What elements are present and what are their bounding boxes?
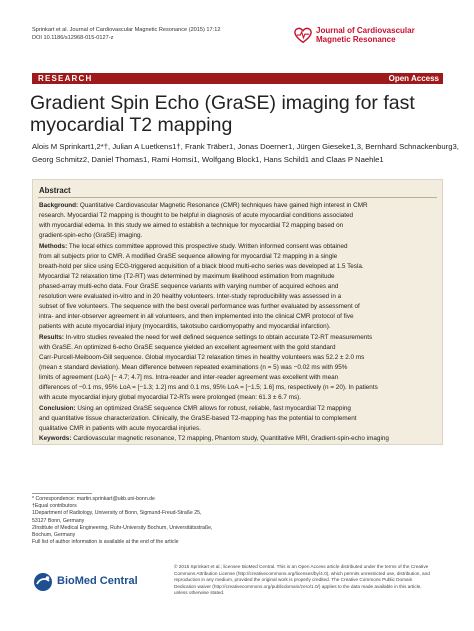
abstract-box — [32, 179, 443, 445]
journal-logo — [294, 25, 444, 49]
background-label: Background: — [39, 202, 79, 209]
license-line: unless otherwise stated. — [174, 590, 225, 596]
article-title — [30, 92, 444, 136]
results-line: In-vitro studies revealed the need for well defined sequence settings to obtain accurate T2-RT measurements — [65, 334, 373, 341]
license-text — [174, 564, 430, 597]
methods-line: Myocardial T2 relaxation time (T2-RT) was determined by maximum likelihood estimation from magnitude — [39, 273, 335, 281]
abstract-background — [39, 201, 368, 241]
footnotes — [32, 496, 212, 546]
journal-name-line2: Magnetic Resonance — [316, 35, 396, 44]
journal-name-line1: Journal of Cardiovascular — [316, 26, 415, 35]
results-line: differences of −0.1 ms, 95% LoA = [−1.3; 1.2] ms and 0.1 ms, 95% LoA = [−1.5; 1.6] ms, respectively (n = 20). In patients — [39, 384, 378, 392]
license-line: © 2015 Sprinkart et al.; licensee BioMed Central. This is an Open Access article distributed under the terms of the Creative — [174, 564, 429, 569]
results-line: with GraSE. An optimized 6-echo GraSE sequence yielded an excellent agreement with the gold standard — [39, 344, 336, 352]
results-line: with acute myocardial injury global myocardial T2-RTs were prolonged (mean: 61.3 ± 6.7 ms). — [39, 394, 302, 402]
publisher-logo — [33, 570, 143, 594]
results-line: limits of agreement (LoA) [− 4.7; 4.7] ms. Intra-reader and inter-reader agreement was excellent with mean — [39, 374, 339, 382]
keywords-line: Cardiovascular magnetic resonance, T2 mapping, Phantom study, Quantitative MRI, Gradient-spin-echo imaging — [73, 435, 389, 442]
conclusion-line: qualitative CMR in patients with acute myocardial injuries. — [39, 425, 201, 433]
abstract-heading: Abstract — [39, 186, 71, 195]
journal-name — [316, 26, 415, 44]
results-label: Results: — [39, 334, 65, 341]
methods-line: subset of five volunteers. The sequence with the best overall performance was further evaluated by assessment of — [39, 303, 360, 311]
license-line: reproduction in any medium, provided the original work is properly credited. The Creative Commons Public Domain — [174, 577, 413, 583]
citation-line: Sprinkart et al. Journal of Cardiovascular Magnetic Resonance (2015) 17:12 — [32, 27, 221, 33]
results-line: Carr-Purcell-Meiboom-Gill sequence. Global myocardial T2 relaxation times in healthy volunteers was 52.2 ± 2.0 ms — [39, 354, 365, 362]
author-line-2: Georg Schmitz2, Daniel Thomas1, Rami Homsi1, Wolfgang Block1, Hans Schild1 and Claas P Naehle1 — [32, 154, 384, 164]
doi-line[interactable]: DOI 10.1186/s12968-015-0127-z — [32, 35, 114, 41]
abstract-conclusion — [39, 404, 356, 434]
background-line: with myocardial edema. In this study we aimed to establish a technique for myocardial T2 mapping based on — [39, 222, 344, 230]
heart-logo-icon — [294, 27, 312, 45]
license-line: Commons Attribution License (http://creativecommons.org/licenses/by/4.0), which permits unrestricted use, distribution, and — [174, 570, 430, 576]
article-type-label: RESEARCH — [38, 74, 93, 83]
footnote-correspondence[interactable]: * Correspondence: martin.sprinkart@ukb.uni-bonn.de — [32, 496, 155, 502]
article-citation — [32, 26, 220, 42]
footnote-line: Full list of author information is available at the end of the article — [32, 539, 179, 546]
publisher-name: BioMed Central — [57, 575, 138, 587]
keywords-label: Keywords: — [39, 435, 72, 442]
footnote-line: †Equal contributors — [32, 503, 77, 510]
background-line: Quantitative Cardiovascular Magnetic Resonance (CMR) techniques have gained high interest in CMR — [79, 202, 368, 209]
methods-line: patients with acute myocardial injury (myocarditis, takotsubo cardiomyopathy and myocardial infarction). — [39, 323, 331, 331]
abstract-divider — [38, 197, 437, 198]
biomed-central-logo-icon — [33, 572, 53, 592]
author-list — [32, 141, 459, 166]
footnote-line: 2Institute of Medical Engineering, Ruhr-University Bochum, Universitätsstraße, — [32, 524, 213, 531]
open-access-label: Open Access — [388, 74, 439, 83]
methods-line: The local ethics committee approved this prospective study. Written informed consent was obtained — [68, 243, 348, 250]
title-line-2: myocardial T2 mapping — [30, 114, 233, 136]
methods-line: resolution were evaluated in-vitro and in 20 healthy volunteers. Inter-study reproducibility was assessed in a — [39, 293, 342, 301]
background-line: research. Myocardial T2 mapping is thought to be helpful in diagnosis of acute myocardial conditions associated — [39, 212, 354, 220]
footnote-divider — [32, 493, 92, 494]
conclusion-label: Conclusion: — [39, 405, 76, 412]
license-line: Dedication waiver (http://creativecommons.org/publicdomain/zero/1.0/) applies to the data made available in this article, — [174, 583, 422, 589]
methods-label: Methods: — [39, 243, 68, 250]
footnote-line: Bochum, Germany — [32, 532, 76, 539]
methods-line: from all subjects prior to CMR. A modified GraSE sequence allowing for myocardial T2 mapping in a single — [39, 253, 338, 261]
title-line-1: Gradient Spin Echo (GraSE) imaging for fast — [30, 92, 415, 114]
methods-line: breath-hold per slice using ECG-triggered acquisition of a black blood multi-echo series was developed at 1.5 Tesla. — [39, 263, 364, 271]
footnote-line: 1Department of Radiology, University of Bonn, Sigmund-Freud-Straße 25, — [32, 510, 202, 517]
abstract-methods — [39, 242, 364, 332]
abstract-keywords — [39, 434, 389, 444]
author-line-1: Alois M Sprinkart1,2*†, Julian A Luetkens1†, Frank Träber1, Jonas Doerner1, Jürgen Gieseke1,3, Bernhard Schnackenburg3, — [32, 142, 459, 151]
background-line: gradient-spin-echo (GraSE) imaging. — [39, 232, 143, 240]
footnote-line: 53127 Bonn, Germany — [32, 517, 85, 524]
results-line: (mean ± standard deviation). Mean difference between repeated examinations (n = 5) was −0.02 ms with 95% — [39, 364, 348, 372]
conclusion-line: and quantitative tissue characterization. Clinically, the GraSE-based T2-mapping has the potential to complement — [39, 415, 357, 423]
abstract-results — [39, 333, 378, 403]
article-type-band — [32, 73, 443, 84]
methods-line: phased-array multi-echo data. Four GraSE sequence variants with varying number of acquired echoes and — [39, 283, 339, 291]
conclusion-line: Using an optimized GraSE sequence CMR allows for robust, reliable, fast myocardial T2 mapping — [77, 405, 351, 412]
methods-line: intra- and inter-observer agreement in all volunteers, and then implemented into the clinical CMR protocol of five — [39, 313, 354, 321]
